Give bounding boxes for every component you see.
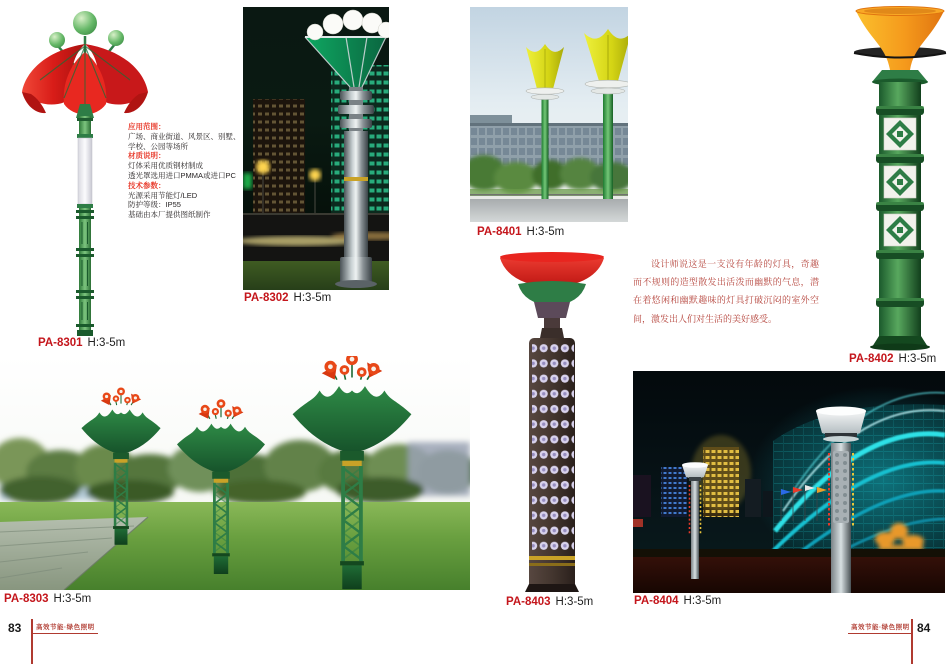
left-footer-slogan: 高效节能·绿色照明 <box>33 622 98 634</box>
right-footer-divider <box>911 619 913 664</box>
model-number: PA-8404 <box>634 595 679 607</box>
spec-application-line: 学校、公园等场所 <box>128 141 188 151</box>
spec-tech-title: 技术参数： <box>128 180 166 190</box>
pa8401-product-photo <box>470 7 628 222</box>
dotted-pole-lamp-illustration <box>496 250 608 592</box>
pa8404-product-photo <box>633 371 945 593</box>
spec-application-title: 应用范围： <box>128 122 166 131</box>
height-spec: H:3-5m <box>555 596 594 608</box>
height-spec: H:3-5m <box>898 353 937 365</box>
height-spec: H:3-5m <box>526 226 565 238</box>
spec-material-title: 材质说明： <box>128 151 166 161</box>
spec-tech-line: 基础由本厂提供图纸制作 <box>128 210 211 220</box>
spec-material-line: 灯体采用优质钢材制成 <box>128 161 203 171</box>
spec-application-line: 广场、商业街道、风景区、别墅、 <box>128 131 241 141</box>
product-label-pa8403 <box>506 595 593 609</box>
left-page-number: 83 <box>8 621 22 635</box>
spec-text-block <box>128 122 244 220</box>
model-number: PA-8303 <box>4 593 49 605</box>
product-label-pa8303 <box>4 592 91 606</box>
height-spec: H:3-5m <box>87 337 126 349</box>
park-lattice-lamp-photo <box>0 356 470 590</box>
right-footer-slogan: 高效节能·绿色照明 <box>848 622 913 634</box>
product-label-pa8402 <box>849 352 936 366</box>
model-number: PA-8301 <box>38 337 83 349</box>
height-spec: H:3-5m <box>293 292 332 304</box>
daytime-yellow-lamp-photo <box>470 7 628 222</box>
orange-trumpet-lamp-illustration <box>852 6 948 351</box>
model-number: PA-8403 <box>506 596 551 608</box>
spec-material-line: 透光罩选用进口PMMA或进口PC <box>128 170 236 180</box>
height-spec: H:3-5m <box>53 593 92 605</box>
night-street-lamp-photo <box>243 7 389 290</box>
product-label-pa8302 <box>244 291 331 305</box>
spec-tech-line: 防护等级：IP55 <box>128 200 181 210</box>
product-label-pa8301 <box>38 336 125 350</box>
pa8302-product-photo <box>243 7 389 290</box>
spec-tech-line: 光源采用节能灯/LED <box>128 190 198 200</box>
pa8403-product-image <box>496 250 608 592</box>
night-plaza-lamp-photo <box>633 371 945 593</box>
design-description-text: 设计师说这是一支没有年龄的灯具，奇趣而不规则的造型散发出活泼而幽默的气息，潜在着悠闲和幽默趣味的灯具打破沉闷的室外空间，激发出人们对生活的美好感受。 <box>633 259 819 324</box>
model-number: PA-8402 <box>849 353 894 365</box>
model-number: PA-8401 <box>477 226 522 238</box>
height-spec: H:3-5m <box>683 595 722 607</box>
model-number: PA-8302 <box>244 292 289 304</box>
right-page-number: 84 <box>917 621 931 635</box>
product-label-pa8404 <box>634 594 721 608</box>
pa8303-product-photo <box>0 356 470 590</box>
pa8402-product-image <box>852 6 948 351</box>
product-label-pa8401 <box>477 225 564 239</box>
